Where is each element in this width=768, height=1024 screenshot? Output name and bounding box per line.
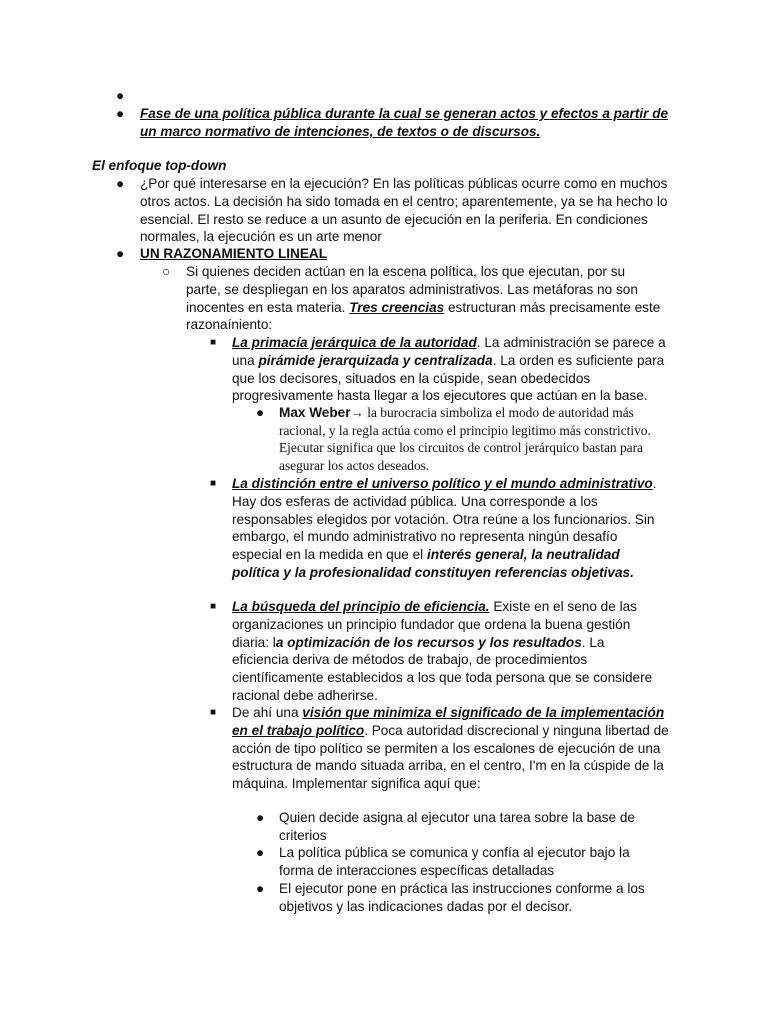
belief-text: . La administración se parece a una bbox=[232, 335, 666, 368]
step-list-item bbox=[256, 844, 656, 880]
linear-list-item bbox=[162, 263, 662, 334]
belief-item-vision bbox=[210, 704, 680, 793]
bullet-marker: ● bbox=[256, 810, 265, 825]
belief-title: La primacía jerárquica de la autoridad bbox=[232, 335, 477, 350]
step-text: El ejecutor pone en práctica las instrucciones conforme a los objetivos y las indicaciones dadas por el decisor. bbox=[279, 881, 645, 914]
belief-lead: De ahí una bbox=[232, 705, 303, 720]
arrow-icon: → bbox=[350, 405, 364, 420]
three-beliefs-emphasis: Tres creencias bbox=[349, 299, 445, 315]
linear-heading: UN RAZONAMIENTO LINEAL bbox=[140, 246, 328, 261]
weber-text: la burocracia simboliza el modo de autoridad más racional, y la regla actúa como el principio legitimo más constrictivo. Ejecutar significa que los circuitos de control jerárquico bastan para asegurar los actos deseados. bbox=[279, 405, 651, 473]
belief-title: La distinción entre el universo político y el mundo administrativo bbox=[232, 476, 653, 491]
belief-text: . Hay dos esferas de actividad pública. Una corresponde a los responsables elegidos por votación. Otra reúne a los funcionarios. Sin embargo, el mundo administrativo no representa ningún desafío especial en la medida en que el bbox=[232, 476, 657, 563]
why-list-item bbox=[116, 175, 676, 246]
weber-list-item bbox=[256, 404, 676, 474]
belief-paragraph bbox=[232, 475, 660, 582]
bullet-marker: ● bbox=[256, 845, 265, 860]
linear-heading-item bbox=[116, 245, 327, 263]
linear-paragraph bbox=[186, 263, 662, 334]
bullet-marker: ● bbox=[116, 88, 125, 103]
bullet-marker: ● bbox=[116, 106, 125, 121]
weber-paragraph bbox=[279, 404, 676, 474]
belief-title: visión que minimiza el significado de la implementación en el trabajo político bbox=[232, 705, 665, 738]
phase-definition: Fase de una política pública durante la cual se generan actos y efectos a partir de un marco normativo de intenciones, de textos o de discursos. bbox=[140, 106, 669, 139]
bullet-marker: ● bbox=[256, 881, 265, 896]
definition-list-item bbox=[116, 105, 686, 141]
belief-title: La búsqueda del principio de eficiencia. bbox=[232, 599, 490, 614]
square-marker: ■ bbox=[210, 478, 217, 489]
square-marker: ■ bbox=[210, 707, 217, 718]
bullet-marker: ● bbox=[116, 246, 125, 261]
belief-text: . Poca autoridad discrecional y ninguna libertad de acción de tipo político se permiten a los escalones de ejecución de una estructura de mando situada arriba, en el centro, I'm en la cúspide de la máquina. Implementar significa aquí que: bbox=[232, 722, 669, 792]
step-text: Quien decide asigna al ejecutor una tarea sobre la base de criterios bbox=[279, 810, 635, 843]
belief-emphasis: pirámide jerarquizada y centralizada bbox=[258, 352, 493, 368]
square-marker: ■ bbox=[210, 601, 217, 612]
belief-text: . La eficiencia deriva de métodos de trabajo, de procedimientos científicamente establecidos a los que toda persona que se considere racional debe adherirse. bbox=[232, 634, 653, 703]
belief-paragraph bbox=[232, 704, 680, 793]
bullet-marker: ● bbox=[116, 176, 125, 191]
square-marker: ■ bbox=[210, 337, 217, 348]
step-text: La política pública se comunica y confía al ejecutor bajo la forma de interacciones específicas detalladas bbox=[279, 845, 630, 878]
belief-item-hierarchy bbox=[210, 334, 675, 405]
belief-text: Existe en el seno de las organizaciones un principio fundador que ordena la buena gestión diaria: l bbox=[232, 599, 637, 650]
weber-name: Max Weber bbox=[279, 405, 351, 420]
step-list-item bbox=[256, 880, 661, 916]
section-heading: El enfoque top-down bbox=[92, 158, 227, 173]
belief-text: . La orden es suficiente para que los decisores, situados en la cúspide, sean obedecidos progresivamente hasta llegar a los ejecutores que actúan en la base. bbox=[232, 352, 665, 404]
why-paragraph: ¿Por qué interesarse en la ejecución? En las políticas públicas ocurre como en muchos otros actos. La decisión ha sido tomada en el centro; aparentemente, ya se ha hecho lo esencial. El resto se reduce a un asunto de ejecución en la periferia. En condiciones normales, la ejecución es un arte menor bbox=[140, 176, 668, 245]
belief-emphasis: interés general, la neutralidad política y la profesionalidad constituyen referencias objetivas. bbox=[232, 547, 634, 580]
belief-paragraph bbox=[232, 598, 662, 705]
belief-item-distinction bbox=[210, 475, 660, 582]
circle-marker: ○ bbox=[162, 264, 171, 279]
step-list-item bbox=[256, 809, 656, 845]
belief-emphasis: a optimización de los recursos y los resultados bbox=[275, 634, 582, 650]
bullet-marker: ● bbox=[256, 405, 265, 420]
belief-item-efficiency bbox=[210, 598, 662, 705]
linear-text: Si quienes deciden actúan en la escena política, los que ejecutan, por su parte, se despliegan en los aparatos administrativos. Las metáforas no son inocentes en esta materia. bbox=[186, 264, 638, 315]
linear-text-end: estructuran más precisamente este razonaíniento: bbox=[186, 299, 661, 333]
belief-paragraph bbox=[232, 334, 675, 405]
